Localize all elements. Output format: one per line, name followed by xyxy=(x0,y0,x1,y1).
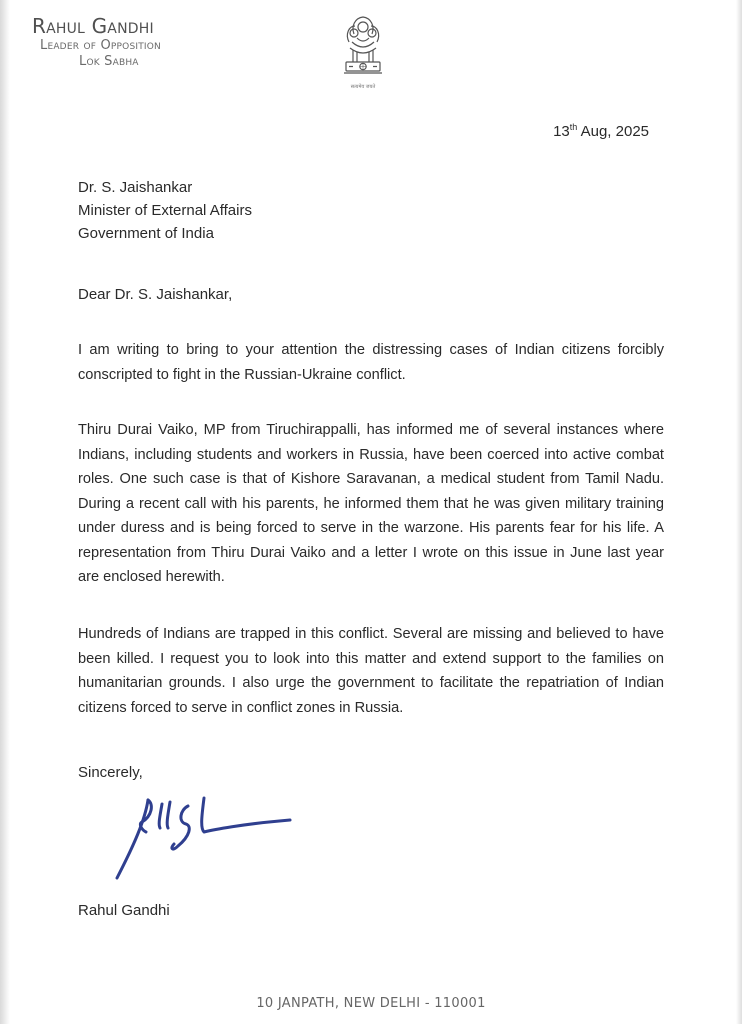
recipient-block xyxy=(78,176,252,245)
letterhead-name: Rahul Gandhi xyxy=(32,14,154,38)
letterhead-house: Lok Sabha xyxy=(79,54,139,69)
signatory-name: Rahul Gandhi xyxy=(78,902,170,919)
letterhead-title: Leader of Opposition xyxy=(40,38,161,53)
page-edge-shadow xyxy=(736,0,742,1024)
letterhead xyxy=(32,14,161,70)
salutation: Dear Dr. S. Jaishankar, xyxy=(78,286,233,303)
body-paragraph: I am writing to bring to your attention the distressing cases of Indian citizens forcibly conscripted to fight in the Russian-Ukraine conflict. xyxy=(78,342,664,383)
date-day: 13 xyxy=(553,123,570,140)
letter-date xyxy=(553,123,649,140)
date-month-year: Aug, 2025 xyxy=(577,123,649,140)
recipient-designation: Minister of External Affairs xyxy=(78,202,252,219)
signature xyxy=(112,790,302,886)
closing: Sincerely, xyxy=(78,764,143,781)
page-edge-shadow xyxy=(0,0,10,1024)
date-suffix: th xyxy=(569,122,578,132)
recipient-name: Dr. S. Jaishankar xyxy=(78,179,193,196)
emblem-motto: सत्यमेव जयते xyxy=(350,84,376,90)
body-paragraph: Thiru Durai Vaiko, MP from Tiruchirappalli, has informed me of several instances where Indians, including students and workers in Russia, have been coerced into active combat roles. One such case is that of Kishore Saravanan, a medical student from Tamil Nadu. During a recent call with his parents, he informed them that he was given military training under duress and is being forced to serve in the warzone. His parents fear for his life. A representation from Thiru Durai Vaiko and a letter I wrote on this issue in June last year are enclosed herewith. xyxy=(78,422,664,585)
body-paragraph: Hundreds of Indians are trapped in this conflict. Several are missing and believed to have been killed. I request you to look into this matter and extend support to the families on humanitarian grounds. I also urge the government to facilitate the repatriation of Indian citizens forced to serve in conflict zones in Russia. xyxy=(78,626,664,716)
state-emblem-icon xyxy=(333,12,393,96)
recipient-organization: Government of India xyxy=(78,225,214,242)
footer-address: 10 JANPATH, NEW DELHI - 110001 xyxy=(256,996,486,1011)
